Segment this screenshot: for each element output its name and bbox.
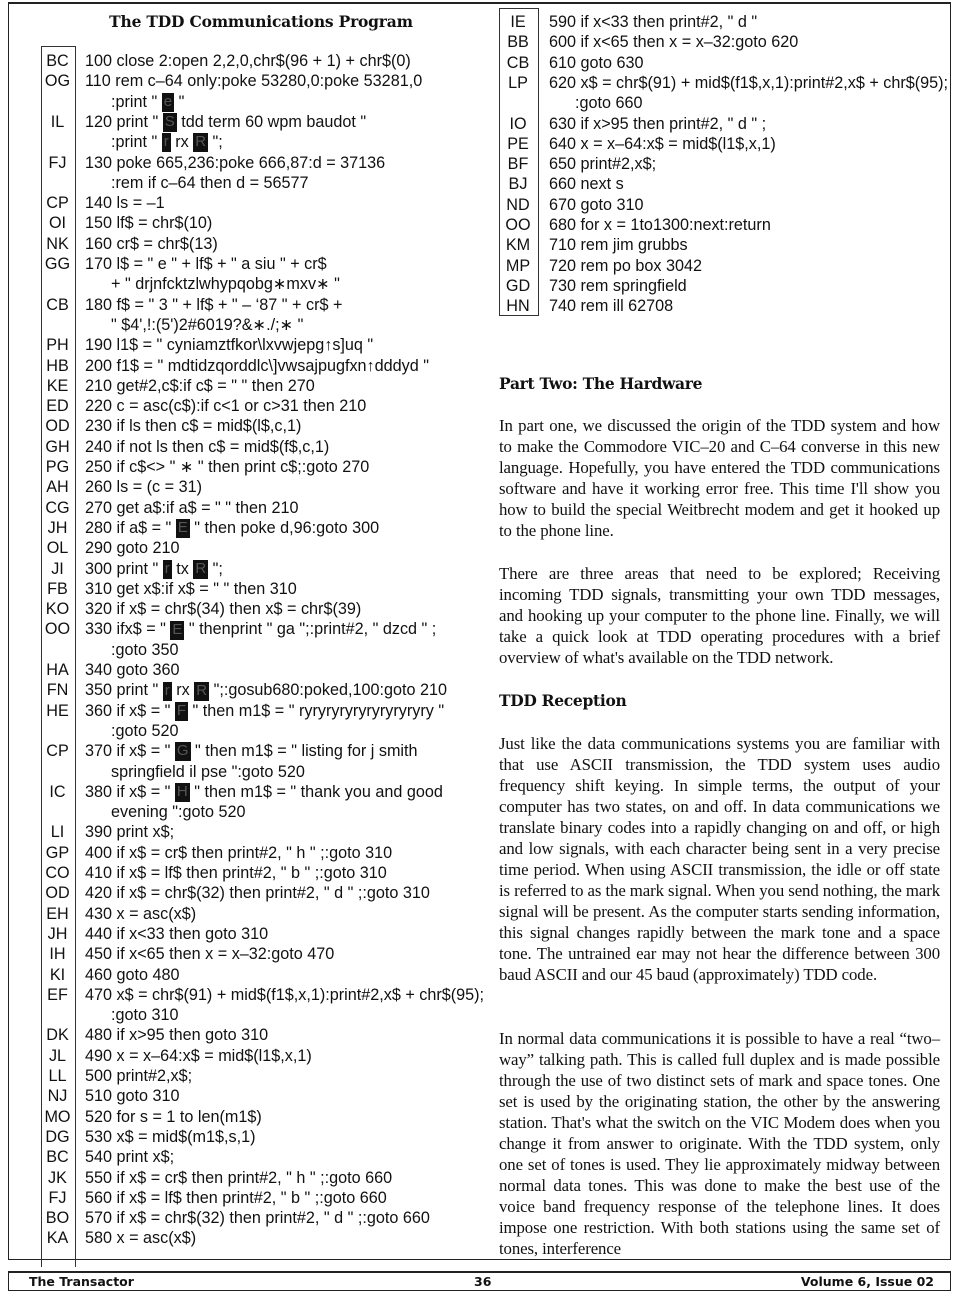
code-text: :print " e " [111,92,185,111]
checksum-code: CP [46,194,69,213]
checksum-code: EF [47,985,68,1004]
checksum-code: AH [46,478,69,497]
checksum-code: CB [506,53,530,72]
checksum-code: BO [45,1209,70,1228]
checksum-code: CG [45,498,70,517]
reverse-video-char: E [172,620,183,638]
code-text: 190 l1$ = " cyniamztfkor\lxvwjepg↑s]uq " [85,336,374,355]
code-text: 180 f$ = " 3 " + lf$ + " – ‘87 " + cr$ + [85,295,343,314]
code-text: :goto 350 [111,640,179,659]
reverse-video-char: F [176,701,187,719]
code-text: 440 if x<33 then goto 310 [85,924,269,943]
checksum-code: FN [46,681,69,700]
code-text: 200 f1$ = " mdtidzqorddlc\]vwsajpugfxn↑dddyd " [85,356,429,375]
checksum-code: IL [50,112,65,131]
code-text: :print " r rx R "; [111,133,223,152]
code-text: 100 close 2:open 2,2,0,chr$(96 + 1) + chr$(0) [85,52,411,70]
checksum-code: DG [45,1127,70,1146]
code-text: :goto 660 [575,94,643,113]
code-text: 640 x = x–64:x$ = mid$(l1$,x,1) [549,134,776,153]
checksum-code: MO [44,1107,71,1126]
checksum-code: BC [46,52,69,70]
checksum-code: OL [46,539,69,558]
code-text: 740 rem ill 62708 [549,297,674,316]
code-text: 460 goto 480 [85,965,180,984]
code-text: :rem if c–64 then d = 56577 [111,173,309,192]
checksum-code: JH [47,518,68,537]
reverse-video-char: r [164,681,170,699]
code-text: 320 if x$ = chr$(34) then x$ = chr$(39) [85,600,362,619]
checksum-code: CO [45,864,70,882]
listing-title: The TDD Communications Program [109,12,413,31]
checksum-code: LI [50,823,65,842]
checksum-code: LP [508,73,528,92]
checksum-code: BJ [508,175,528,194]
code-text: 470 x$ = chr$(91) + mid$(f1$,x,1):print#2,x$ + chr$(95); [85,985,485,1004]
reverse-video-char: S [164,113,175,131]
checksum-code: CB [46,295,69,314]
paragraph-duplex: In normal data communications it is possible to have a real “two–way” talking path. This is called full duplex and is made possible through the use of two distinct sets of mark and space tones. One set is used by the originating station, the other by the answering station. That's what the switch on the VIC Modem does when you change it from answer to originate. With the TDD system, only one set of tones is used. They lie approximately midway between normal data tones. This was done to make the best use of the voice band frequency response of the telephone lines. It does impose one restriction. With both stations using the same set of tones, interference [499,1029,940,1258]
code-text: 220 c = asc(c$):if c<1 or c>31 then 210 [85,397,367,416]
paragraph-reception: Just like the data communications systems you are familiar with that use ASCII transmission, the TDD system uses audio frequency shift keying. In simple terms, the output of your computer has two states, on and off. In data communications we translate binary codes into a rapidly changing on and off, or high and low signals, with each character being sent in a very precise time period. When using ASCII transmission, the idle or off state is referred to as the mark signal. When you send nothing, the mark signal will be present. As the computer starts sending information, this signal changes rapidly between the mark tone and a space tone. The untrained ear may not hear the difference between 300 baud ASCII and our 45 baud (approximately) TDD code. [499,734,940,984]
checksum-code: JH [47,924,68,943]
checksum-code: FJ [48,1188,67,1207]
code-text: 310 get x$:if x$ = " " then 310 [85,579,297,598]
code-text: 240 if not ls then c$ = mid$(f$,c,1) [85,437,330,456]
checksum-code: FB [47,579,68,598]
code-text: 250 if c$<> " ∗ " then print c$;:goto 270 [85,458,370,476]
checksum-code: EH [46,904,69,923]
checksum-code: IH [49,945,66,964]
code-text: 730 rem springfield [549,276,687,295]
code-text: 660 next s [549,175,624,194]
checksum-code: ED [46,397,69,416]
code-text: 230 if ls then c$ = mid$(l$,c,1) [85,417,302,436]
code-text: 150 lf$ = chr$(10) [85,214,213,233]
checksum-code: KO [45,600,70,619]
checksum-code: GH [45,437,70,456]
section-heading-hardware: Part Two: The Hardware [499,374,703,393]
reverse-video-char: e [163,92,173,110]
code-text: 530 x$ = mid$(m1$,s,1) [85,1127,256,1146]
page-frame [8,2,951,1260]
code-text: 540 print x$; [85,1148,175,1167]
paragraph-intro: In part one, we discussed the origin of the TDD system and how to make the Commodore VIC–20 and C–64 converse in this new language. Hopefully, you have entered the TDD communications software and have it working error free. This time I'll show you how to build the special Weitbrecht modem and get it hooked up to the phone line. [499,416,940,540]
code-text: " $4',!:(5')2#6019?&∗./;∗ " [111,315,304,334]
code-text: 380 if x$ = " H " then m1$ = " thank you and good [85,782,443,801]
checksum-code: OI [48,214,67,233]
code-text: 340 goto 360 [85,661,180,679]
paragraph-areas: There are three areas that need to be explored; Receiving incoming TDD signals, transmitting your own TDD messages, and hooking up your computer to the phone line. Finally, we will take a quick look at TDD operating procedures with a brief overview of what's available on the TDD network. [499,564,940,667]
checksum-code: GG [44,255,71,273]
code-text: 300 print " r tx R "; [85,559,223,578]
checksum-code: ND [506,195,530,214]
checksum-code: HN [506,297,530,316]
section-heading-reception: TDD Reception [499,691,627,710]
checksum-code: IO [509,114,527,133]
code-text: 490 x = x–64:x$ = mid$(l1$,x,1) [85,1046,312,1065]
code-text: 650 print#2,x$; [549,155,657,174]
checksum-code: KM [505,236,531,255]
checksum-code: KI [49,965,66,984]
code-text: + " drjnfcktzlwhypqobg∗mxv∗ " [111,275,340,294]
checksum-code: FJ [48,153,67,172]
code-text: 620 x$ = chr$(91) + mid$(f1$,x,1):print#2,x$ + chr$(95); [549,73,949,92]
checksum-code: OG [44,72,71,91]
checksum-code: PE [507,134,529,153]
reverse-video-char: r [163,133,169,151]
code-text: springfield il pse ":goto 520 [111,762,305,781]
reverse-video-char: H [176,783,188,801]
footer-issue: Volume 6, Issue 02 [800,1274,934,1289]
checksum-code: JL [48,1046,67,1065]
checksum-code: NJ [47,1087,68,1106]
code-text: 120 print " S tdd term 60 wpm baudot " [85,112,367,131]
code-text: 270 get a$:if a$ = " " then 210 [85,498,299,517]
checksum-code: OD [45,417,70,436]
reverse-video-char: R [196,681,208,699]
checksum-code: DK [46,1026,69,1045]
code-text: 590 if x<33 then print#2, " d " [549,13,758,31]
checksum-code: JI [51,559,64,578]
checksum-code: JK [48,1168,67,1187]
checksum-code: BB [507,33,529,52]
checksum-code: KA [46,1229,69,1248]
footer-publication: The Transactor [29,1274,134,1289]
code-text: 370 if x$ = " G " then m1$ = " listing for j smith [85,742,418,761]
code-text: 170 l$ = " e " + lf$ + " a siu " + cr$ [85,255,327,273]
checksum-code: HE [46,701,69,720]
checksum-code: BF [507,155,529,174]
code-text: 210 get#2,c$:if c$ = " " then 270 [85,376,315,395]
code-text: 350 print " r rx R ";:gosub680:poked,100:goto 210 [85,681,448,700]
code-text: 290 goto 210 [85,539,180,558]
checksum-code: HA [46,661,69,679]
checksum-code: PG [45,458,70,476]
code-text: 130 poke 665,236:poke 666,87:d = 37136 [85,153,386,172]
code-text: 260 ls = (c = 31) [85,478,202,497]
footer-page-number: 36 [474,1274,492,1289]
code-text: 560 if x$ = lf$ then print#2, " b " ;:goto 660 [85,1188,387,1207]
code-text: 600 if x<65 then x = x–32:goto 620 [549,33,799,52]
code-text: 580 x = asc(x$) [85,1229,197,1248]
code-text: 450 if x<65 then x = x–32:goto 470 [85,945,335,964]
page-footer [8,1271,951,1291]
checksum-code: MP [505,256,531,275]
code-text: 550 if x$ = cr$ then print#2, " h " ;:goto 660 [85,1168,393,1187]
code-text: 720 rem po box 3042 [549,256,702,275]
checksum-code: OO [44,620,71,639]
checksum-code: GD [505,276,531,295]
checksum-code: HB [46,356,69,375]
code-text: 570 if x$ = chr$(32) then print#2, " d " ;:goto 660 [85,1209,430,1228]
checksum-code: OO [505,216,531,234]
code-text: evening ":goto 520 [111,803,246,822]
code-text: 500 print#2,x$; [85,1067,193,1085]
code-text: 430 x = asc(x$) [85,904,197,923]
code-text: 710 rem jim grubbs [549,236,688,255]
code-text: 610 goto 630 [549,53,644,72]
reverse-video-char: r [164,559,170,577]
code-text: 280 if a$ = " E " then poke d,96:goto 300 [85,518,380,537]
checksum-code: BC [46,1148,69,1167]
code-text: 160 cr$ = chr$(13) [85,234,218,253]
checksum-code: KE [46,376,69,395]
code-text: 330 ifx$ = " E " thenprint " ga ";:print#2, " dzcd " ; [85,620,437,639]
checksum-code: IC [49,782,66,801]
code-text: 390 print x$; [85,823,175,842]
code-text: 480 if x>95 then goto 310 [85,1026,269,1045]
reverse-video-char: R [195,559,207,577]
code-text: 630 if x>95 then print#2, " d " ; [549,114,767,133]
code-text: 410 if x$ = lf$ then print#2, " b " ;:goto 310 [85,864,387,882]
checksum-code: IE [510,13,526,31]
code-text: :goto 310 [111,1006,179,1025]
code-text: 140 ls = –1 [85,194,165,213]
reverse-video-char: R [195,133,207,151]
code-text: 670 goto 310 [549,195,644,214]
checksum-code: CP [46,742,69,761]
code-text: :goto 520 [111,721,179,740]
reverse-video-char: E [177,519,188,537]
code-text: 400 if x$ = cr$ then print#2, " h " ;:goto 310 [85,843,393,862]
checksum-code: LL [48,1067,67,1085]
checksum-code: PH [46,336,69,355]
checksum-code: NK [46,234,69,253]
code-text: 110 rem c–64 only:poke 53280,0:poke 53281,0 [85,72,423,91]
code-text: 360 if x$ = " F " then m1$ = " ryryryryryryryryryry " [85,701,445,720]
reverse-video-char: G [176,742,189,760]
checksum-code: GP [45,843,70,862]
checksum-code: OD [45,884,70,903]
code-text: 520 for s = 1 to len(m1$) [85,1107,262,1126]
code-text: 510 goto 310 [85,1087,180,1106]
code-text: 420 if x$ = chr$(32) then print#2, " d " ;:goto 310 [85,884,430,903]
code-text: 680 for x = 1to1300:next:return [549,216,771,234]
